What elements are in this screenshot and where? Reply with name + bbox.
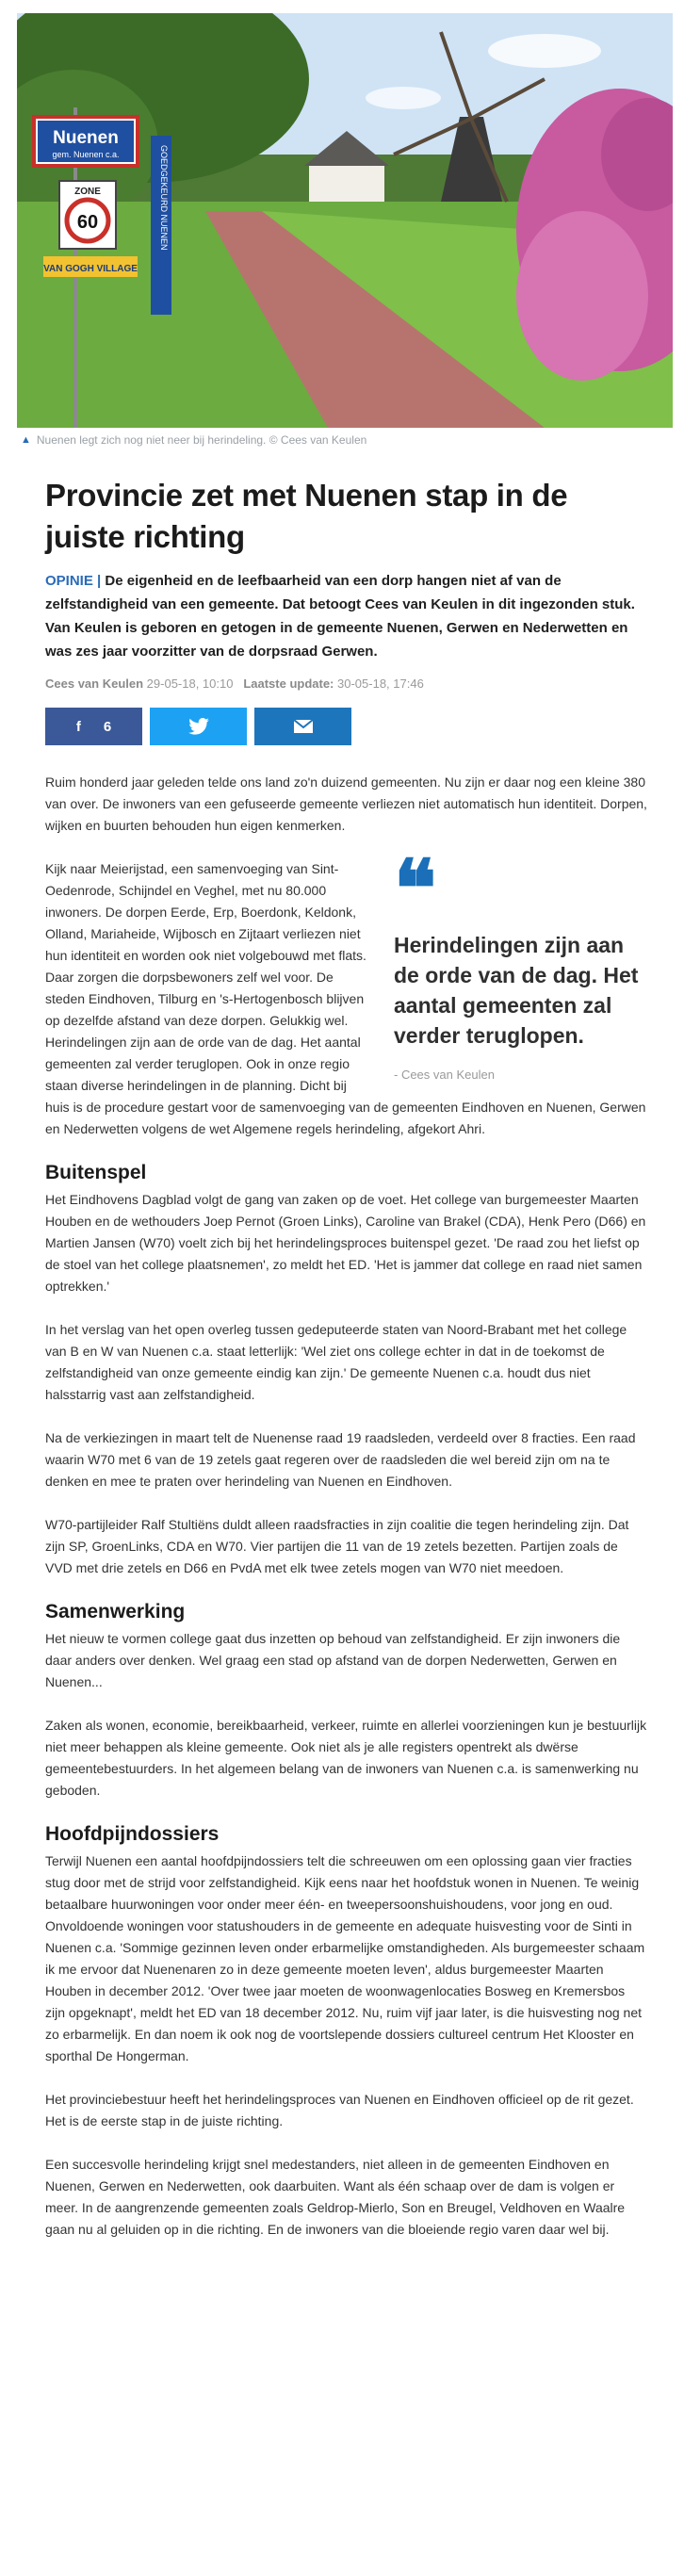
paragraph: In het verslag van het open overleg tussen gedeputeerde staten van Noord-Brabant met het college van B en W van Nuenen c.a. staat letterlijk: 'Wel ziet ons college echter in dat in de toekomst de zelfstandigheid van onze gemeente eindig kan zijn.' De gemeente Nuenen c.a. houdt dus niet halsstarrig vast aan zelfstandigheid. xyxy=(45,1322,627,1402)
image-caption xyxy=(21,433,671,447)
pull-quote xyxy=(394,846,648,1085)
publish-date: 29-05-18, 10:10 xyxy=(146,677,234,691)
svg-text:VAN GOGH VILLAGE: VAN GOGH VILLAGE xyxy=(43,264,138,274)
twitter-icon xyxy=(188,718,209,735)
article-card xyxy=(17,456,673,2565)
svg-text:gem. Nuenen c.a.: gem. Nuenen c.a. xyxy=(52,150,120,159)
article-body xyxy=(45,772,648,2241)
lead-text: De eigenheid en de leefbaarheid van een dorp hangen niet af van de zelfstandigheid van een gemeente. Dat betoogt Cees van Keulen in dit ingezonden stuk. Van Keulen is geboren en getogen in de gemeente Nuenen, Gerwen en Nederwetten en was zes jaar voorzitter van de dorpsraad Gerwen. xyxy=(45,573,635,660)
section-heading: Samenwerking xyxy=(45,1601,186,1622)
quote-source: - Cees van Keulen xyxy=(394,1068,495,1082)
svg-text:60: 60 xyxy=(76,212,99,233)
svg-text:Nuenen: Nuenen xyxy=(53,128,119,148)
svg-text:GOEDGEKEURD NUENEN: GOEDGEKEURD NUENEN xyxy=(159,145,169,251)
section-heading: Buitenspel xyxy=(45,1162,147,1183)
mail-icon xyxy=(294,720,313,733)
paragraph: Terwijl Nuenen een aantal hoofdpijndossiers telt die schreeuwen om een oplossing gaan vier fracties stug door met de strijd voor zelfstandigheid. Kijk eens naar het hoofdstuk wonen in Nuenen. Te weinig betaalbare huurwoningen voor onder meer één- en tweepersoonshuishoudens, voor jong en oud. Onvoldoende woningen voor statushouders in de gemeente en adequate huisvesting voor de Sinti in Nuenen c.a. 'Sommige gezinnen leven onder erbarmelijke omstandigheden. Als burgemeester schaam ik me ervoor dat Nuenenaren zo in deze gemeente moeten leven', aldus burgemeester Maarten Houben in december 2012. 'Over twee jaar moeten de woonwagenlocaties Bosweg en Kremersbos zijn opgeknapt', meldt het ED van 18 december 2012. Nu, ruim vijf jaar later, is die huisvesting nog net zo erbarmelijk. En dan noem ik ook nog de voortslepende dossiers cultureel centrum Het Klooster en sporthal De Hongerman. xyxy=(45,1853,645,2063)
article-lead xyxy=(45,569,648,663)
paragraph: W70-partijleider Ralf Stultiëns duldt alleen raadsfracties in zijn coalitie die tegen herindeling zijn. Dat zijn SP, GroenLinks, CDA en W70. Vier partijen die 11 van de 19 zetels bezetten. Partijen zoals de VVD met drie zetels en D66 en PvdA met elk twee zetels mogen van W70 niet meedoen. xyxy=(45,1517,629,1575)
paragraph: Zaken als wonen, economie, bereikbaarheid, verkeer, ruimte en allerlei voorzieningen kun je bestuurlijk niet meer behappen als kleine gemeente. Ook niet als je alle registers opentrekt als dwërse gemeentebestuurders. In het algemeen belang van de inwoners van Nuenen c.a. is samenwerking nu geboden. xyxy=(45,1718,647,1798)
updated-label: Laatste update: xyxy=(243,677,334,691)
hero-image xyxy=(17,13,673,428)
section-heading: Hoofdpijndossiers xyxy=(45,1823,220,1845)
category-label[interactable]: OPINIE | xyxy=(45,573,102,589)
author-name[interactable]: Cees van Keulen xyxy=(45,677,144,691)
facebook-share-count: 6 xyxy=(103,718,112,735)
quote-marks-icon: ❝ xyxy=(394,846,437,934)
paragraph: Het Eindhovens Dagblad volgt de gang van zaken op de voet. Het college van burgemeester Maarten Houben en de wethouders Joep Pernot (Groen Links), Caroline van Brakel (CDA), Henk Pero (D66) en Martien Jansen (W70) voelt zich bij het herindelingsproces buitenspel gezet. 'De raad zou het liefst op de stoel van het college plaatsnemen', zo meldt het ED. 'Het is jammer dat college en raad niet samen optrekken.' xyxy=(45,1192,646,1294)
paragraph: Ruim honderd jaar geleden telde ons land zo'n duizend gemeenten. Nu zijn er daar nog een kleine 380 van over. De inwoners van een gefuseerde gemeente verliezen niet automatisch hun identiteit. Dorpen, wijken en buurten behouden hun eigen kenmerken. xyxy=(45,774,647,833)
article xyxy=(45,475,648,2262)
paragraph: Het nieuw te vormen college gaat dus inzetten op behoud van zelfstandigheid. Er zijn inwoners die daar anders over denken. Wel graag een stad op afstand van de dorpen Nederwetten, Gerwen en Nuenen... xyxy=(45,1631,621,1689)
caption-text: Nuenen legt zich nog niet neer bij herindeling. © Cees van Keulen xyxy=(36,433,367,447)
caption-arrow-icon: ▲ xyxy=(21,434,31,446)
paragraph: Na de verkiezingen in maart telt de Nuenense raad 19 raadsleden, verdeeld over 8 fracties. Een raad waarin W70 met 6 van de 19 zetels gaat regeren over de raadsleden die wel bereid zijn om na te denken en mee te praten over herindeling van Nuenen en Eindhoven. xyxy=(45,1430,636,1489)
updated-date: 30-05-18, 17:46 xyxy=(337,677,424,691)
email-share-button[interactable] xyxy=(254,708,351,745)
paragraph: Kijk naar Meierijstad, een samenvoeging van Sint-Oedenrode, Schijndel en Veghel, met nu 80.000 inwoners. De dorpen Eerde, Erp, Boerdonk, Keldonk, Olland, Mariaheide, Wijbosch en Zijtaart verliezen niet hun identiteit en worden ook niet volgebouwd met flats. Daar zorgen die dorpsbewoners zelf wel voor. De steden Eindhoven, Tilburg en 's-Hertogenbosch blijven op dezelfde afstand van deze dorpen. Gelukkig wel. Herindelingen zijn aan de orde van de dag. Het aantal gemeenten zal verder teruglopen. Ook in onze regio staan diverse herindelingen in de planning. Dicht bij huis is de procedure gestart voor de samenvoeging van de gemeenten Eindhoven en Nuenen, Gerwen en Nederwetten volgens de wet Algemene regels herindeling, afgekort Ahri. xyxy=(45,861,646,1136)
share-bar xyxy=(45,708,648,745)
article-title: Provincie zet met Nuenen stap in de juiste richting xyxy=(45,478,568,554)
quote-text: Herindelingen zijn aan de orde van de dag. Het aantal gemeenten zal verder teruglopen. xyxy=(394,933,639,1048)
article-meta xyxy=(45,677,648,691)
facebook-share-button[interactable] xyxy=(45,708,142,745)
facebook-icon: f xyxy=(75,718,81,735)
paragraph: Een succesvolle herindeling krijgt snel medestanders, niet alleen in de gemeenten Eindhoven en Nuenen, Gerwen en Nederwetten, ook daarbuiten. Want als één schaap over de dam is volgen er meer. In de aangrenzende gemeenten zoals Geldrop-Mierlo, Son en Breugel, Veldhoven en Waalre gaan nu al geluiden op in die richting. En de inwoners van die bloeiende regio varen daar wel bij. xyxy=(45,2157,626,2237)
svg-text:ZONE: ZONE xyxy=(74,187,101,197)
twitter-share-button[interactable] xyxy=(150,708,247,745)
paragraph: Het provinciebestuur heeft het herindelingsproces van Nuenen en Eindhoven officieel op de rit gezet. Het is de eerste stap in de juiste richting. xyxy=(45,2092,634,2128)
